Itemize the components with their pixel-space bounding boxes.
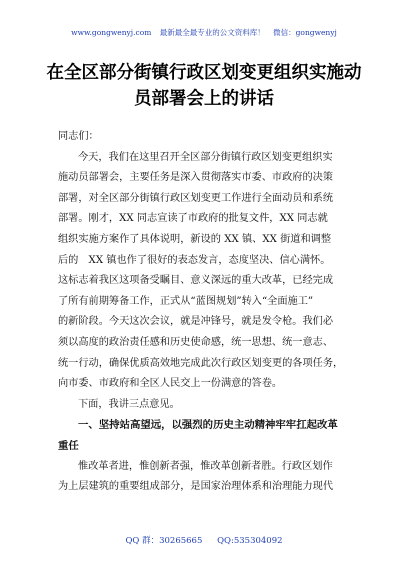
body-line: 部署。刚才，XX 同志宣读了市政府的批复文件，XX 同志就	[58, 213, 328, 225]
body-line: 的新阶段。今天这次会议，就是冲锋号，就是发令枪。我们必	[58, 316, 334, 328]
body-line: 了所有前期筹备工作，正式从“蓝图规划”转入“全面施工”	[58, 295, 314, 307]
website-link[interactable]: www.gongwenyj.com	[71, 28, 152, 37]
footer-qq-group: QQ 群：30265665	[125, 536, 203, 546]
body-line: 为上层建筑的重要组成部分，是国家治理体系和治理能力现代	[58, 481, 334, 493]
document-body	[58, 127, 358, 498]
body-line: 施动员部署会，主要任务是深入贯彻落实市委、市政府的决策	[58, 172, 334, 184]
section-heading: 一、坚持站高望远，以强烈的历史主动精神牢牢扛起改革	[78, 419, 338, 432]
body-line: 后的 XX 镇也作了很好的表态发言，态度坚决、信心满怀。	[58, 254, 331, 266]
header-wechat: 微信：gongwenyj	[273, 28, 337, 37]
header-slogan: 最新最全最专业的公文资料库！	[159, 28, 265, 37]
body-line: 惟改革者进，惟创新者强，惟改革创新者胜。行政区划作	[78, 460, 333, 472]
body-line: 组织实施方案作了具体说明，新设的 XX 镇、XX 街道和调整	[58, 233, 332, 245]
body-line: 下面，我讲三点意见。	[78, 398, 180, 410]
title-line-2: 员部署会上的讲话	[134, 89, 274, 109]
body-line: 须以高度的政治责任感和历史使命感，统一思想、统一意志、	[58, 336, 334, 348]
body-line: 今天，我们在这里召开全区部分街镇行政区划变更组织实	[78, 151, 333, 163]
body-line: 向市委、市政府和全区人民交上一份满意的答卷。	[58, 378, 283, 390]
page-footer	[0, 534, 408, 546]
body-line: 这标志着我区这项备受瞩目、意义深远的重大改革，已经完成	[58, 275, 334, 287]
salutation: 同志们：	[58, 131, 99, 142]
footer-qq: QQ:535304092	[217, 536, 283, 546]
document-title	[40, 60, 368, 112]
section-heading-cont: 重任	[58, 439, 79, 452]
title-line-1: 在全区部分街镇行政区划变更组织实施动	[46, 63, 362, 83]
body-line: 统一行动，确保优质高效地完成此次行政区划变更的各项任务，	[58, 357, 344, 369]
page-header	[0, 27, 408, 38]
body-line: 部署，对全区部分街镇行政区划变更工作进行全面动员和系统	[58, 192, 334, 204]
